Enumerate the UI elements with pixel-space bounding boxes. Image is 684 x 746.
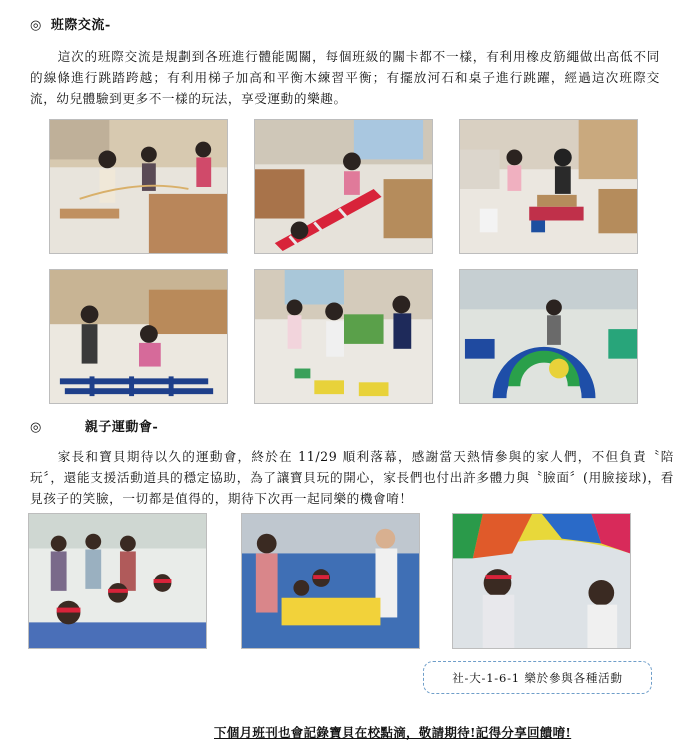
section1-paragraph: 這次的班際交流是規劃到各班進行體能闖關，每個班級的關卡都不一樣，有利用橡皮筋繩做出高低不同的線條進行跳踏跨越；有利用梯子加高和平衡木練習平衡；有擺放河石和桌子進行跳躍，經過這次班際交流，幼兒體驗到更多不一樣的玩法，享受運動的樂趣。: [30, 49, 660, 106]
section2-paragraph: 家長和寶貝期待以久的運動會，終於在 11/29 順利落幕，感謝當天熱情參與的家人們，不但負責〝陪玩〞，還能支援活動道具的穩定協助，為了讓寶貝玩的開心，家長們也付出許多體力與〝臉面〞(用臉接球)，看見孩子的笑臉，一切都是值得的，期待下次再一起同樂的機會唷！: [30, 449, 674, 506]
curriculum-tag-text: 社-大-1-6-1 樂於參與各種活動: [452, 670, 623, 685]
photo-rope-jump: [49, 119, 228, 254]
photo-stepping-stones: [254, 269, 433, 404]
photo-parent-carry: [241, 513, 420, 649]
photo-floor-ladder: [49, 269, 228, 404]
photo-sports-day-line: [28, 513, 207, 649]
section2-heading: [30, 416, 158, 435]
section1-heading: [30, 14, 111, 33]
photo-rainbow-parachute: [452, 513, 631, 649]
curriculum-tag: [423, 661, 652, 694]
section1-bullet: ◎: [30, 18, 42, 33]
section1-title: 班際交流-: [50, 18, 111, 33]
photo-ladder-balance: [254, 119, 433, 254]
footer-note: 下個月班刊也會記錄寶貝在校點滴，敬請期待!記得分享回饋唷!: [214, 725, 572, 740]
photo-balance-beam: [459, 119, 638, 254]
photo-gym-course: [459, 269, 638, 404]
section2-title: 親子運動會-: [84, 420, 159, 435]
section2-bullet: ◎: [30, 420, 42, 435]
